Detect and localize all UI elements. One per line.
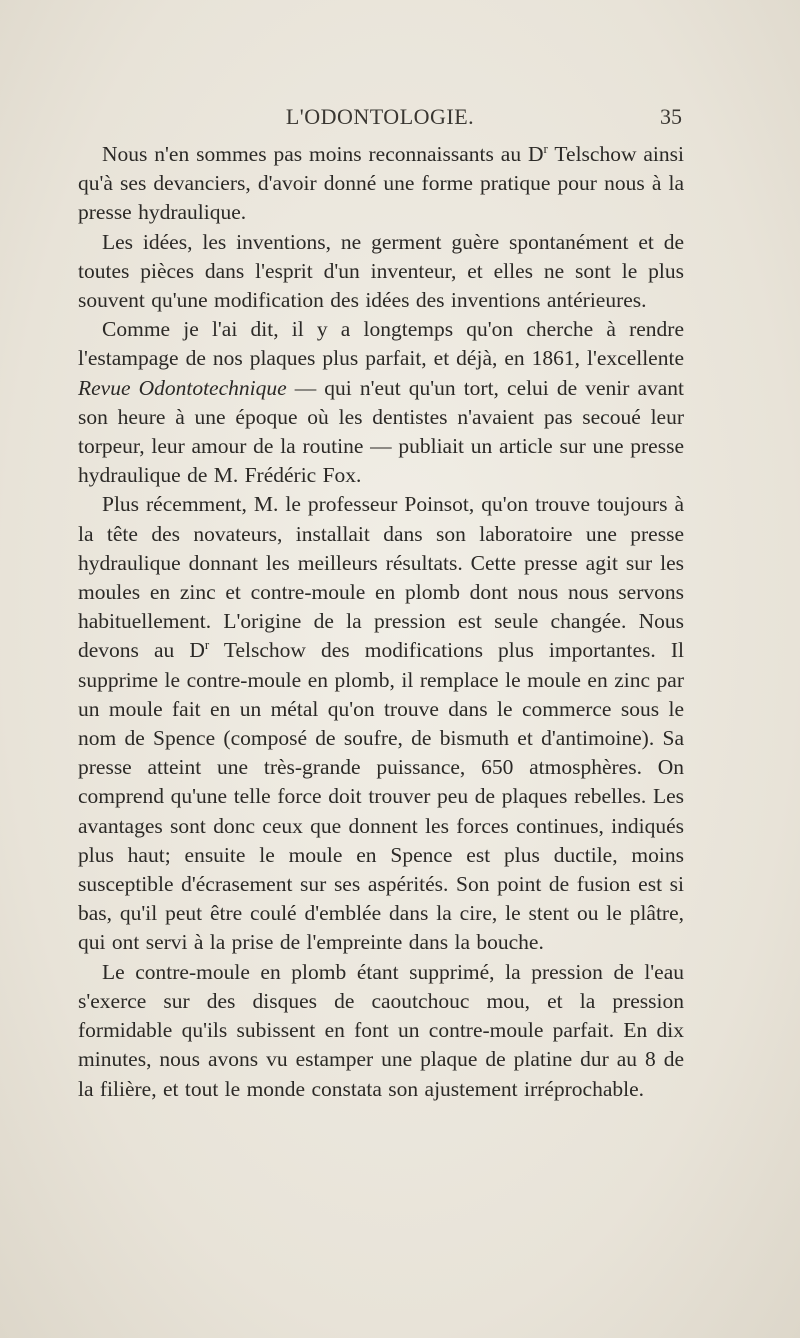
paragraph-3-journal-title: Revue Odontotechnique [78,375,287,400]
paragraph-4-superscript: r [204,637,210,653]
paragraph-2: Les idées, les inventions, ne germent guère spontanément et de toutes pièces dans l'esprit d'un inventeur, et elles ne sont le plus souvent qu'une modification des idées des inventions antérieures. [78,229,684,313]
paragraph-1 [78,140,684,228]
paragraph-1-superscript: r [543,140,548,156]
running-head [78,104,682,134]
paragraph-4 [78,490,684,957]
paragraph-1-part-b: Telschow ainsi qu'à ses devanciers, d'avoir donné une forme pratique pour nous à la presse hydraulique. [78,142,684,225]
paragraph-3-part-b: — qui n'eut qu'un tort, celui de venir avant son heure à une époque où les dentistes n'avaient pas secoué leur torpeur, leur amour de la routine — publiait un article sur une presse hydraulique de M. Frédéric Fox. [78,375,684,488]
paragraph-5: Le contre-moule en plomb étant supprimé, la pression de l'eau s'exerce sur des disques de caoutchouc mou, et la pression formidable qu'ils subissent en font un contre-moule parfait. En dix minutes, nous avons vu estamper une plaque de platine dur au 8 de la filière, et tout le monde constata son ajustement irréprochable. [78,959,684,1101]
paragraph-4-part-b: Telschow des modifications plus importantes. Il supprime le contre-moule en plomb, il remplace le moule en zinc par un moule fait en un métal qu'on trouve dans le commerce sous le nom de Spence (composé de soufre, de bismuth et d'antimoine). Sa presse atteint une très-grande puissance, 650 atmosphères. On comprend qu'une telle force doit trouver peu de plaques rebelles. Les avantages sont donc ceux que donnent les forces continues, indiqués plus haut; ensuite le moule en Spence est plus ductile, moins susceptible d'écrasement sur ses aspérités. Son point de fusion est si bas, qu'il peut être coulé d'emblée dans la cire, le stent ou le plâtre, qui ont servi à la prise de l'empreinte dans la bouche. [78,638,684,955]
paragraph-3 [78,315,684,490]
paragraph-1-part-a: Nous n'en sommes pas moins reconnaissants au D [102,142,544,166]
running-title: L'ODONTOLOGIE. [285,104,475,129]
paragraph-4-part-a: Plus récemment, M. le professeur Poinsot, qu'on trouve toujours à la tête des novateurs, installait dans son laboratoire une presse hydraulique donnant les meilleurs résultats. Cette presse agit sur les moules en zinc et contre-moule en plomb dont nous nous servons habituellement. L'origine de la pression est seule changée. Nous devons au D [78,492,684,663]
paragraph-3-part-a: Comme je l'ai dit, il y a longtemps qu'on cherche à rendre l'estampage de nos plaques plus parfait, et déjà, en 1861, l'excellente [78,317,684,371]
page-number: 35 [660,104,682,129]
body-text [78,140,684,1104]
